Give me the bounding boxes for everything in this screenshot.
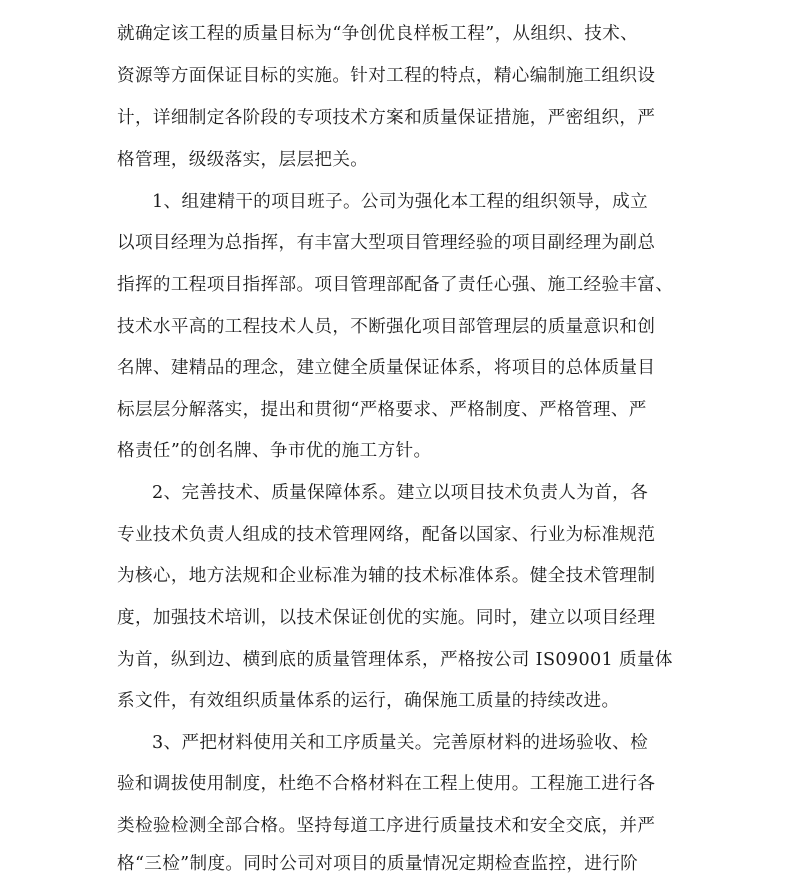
text-line: 格“三检”制度。同时公司对项目的质量情况定期检查监控，进行阶 (117, 854, 639, 874)
text-line: 标层层分解落实，提出和贯彻“严格要求、严格制度、严格管理、严 (117, 400, 647, 420)
text-line: 格管理，级级落实，层层把关。 (117, 150, 369, 170)
text-line: 计，详细制定各阶段的专项技术方案和质量保证措施，严密组织，严 (117, 108, 656, 128)
text-line: 为核心，地方法规和企业标准为辅的技术标准体系。健全技术管理制 (117, 566, 656, 586)
paragraph-1-first-line: 1、组建精干的项目班子。公司为强化本工程的组织领导，成立 (152, 192, 649, 212)
text-line: 指挥的工程项目指挥部。项目管理部配备了责任心强、施工经验丰富、 (117, 275, 674, 295)
text-line: 资源等方面保证目标的实施。针对工程的特点，精心编制施工组织设 (117, 66, 656, 86)
text-line: 度，加强技术培训，以技术保证创优的实施。同时，建立以项目经理 (117, 608, 656, 628)
text-line: 系文件，有效组织质量体系的运行，确保施工质量的持续改进。 (117, 691, 620, 711)
text-line: 名牌、建精品的理念，建立健全质量保证体系，将项目的总体质量目 (117, 358, 656, 378)
paragraph-2-first-line: 2、完善技术、质量保障体系。建立以项目技术负责人为首，各 (152, 483, 649, 503)
paragraph-3-first-line: 3、严把材料使用关和工序质量关。完善原材料的进场验收、检 (152, 733, 649, 753)
text-line: 为首，纵到边、横到底的质量管理体系，严格按公司 IS09001 质量体 (117, 650, 673, 670)
text-line: 类检验检测全部合格。坚持每道工序进行质量技术和安全交底，并严 (117, 816, 656, 836)
text-line: 就确定该工程的质量目标为“争创优良样板工程”，从组织、技术、 (117, 24, 639, 44)
text-line: 专业技术负责人组成的技术管理网络，配备以国家、行业为标准规范 (117, 525, 656, 545)
text-line: 格责任”的创名牌、争市优的施工方针。 (117, 441, 432, 461)
text-line: 技术水平高的工程技术人员，不断强化项目部管理层的质量意识和创 (117, 317, 656, 337)
text-line: 验和调拔使用制度，杜绝不合格材料在工程上使用。工程施工进行各 (117, 774, 656, 794)
text-line: 以项目经理为总指挥，有丰富大型项目管理经验的项目副经理为副总 (117, 233, 656, 253)
